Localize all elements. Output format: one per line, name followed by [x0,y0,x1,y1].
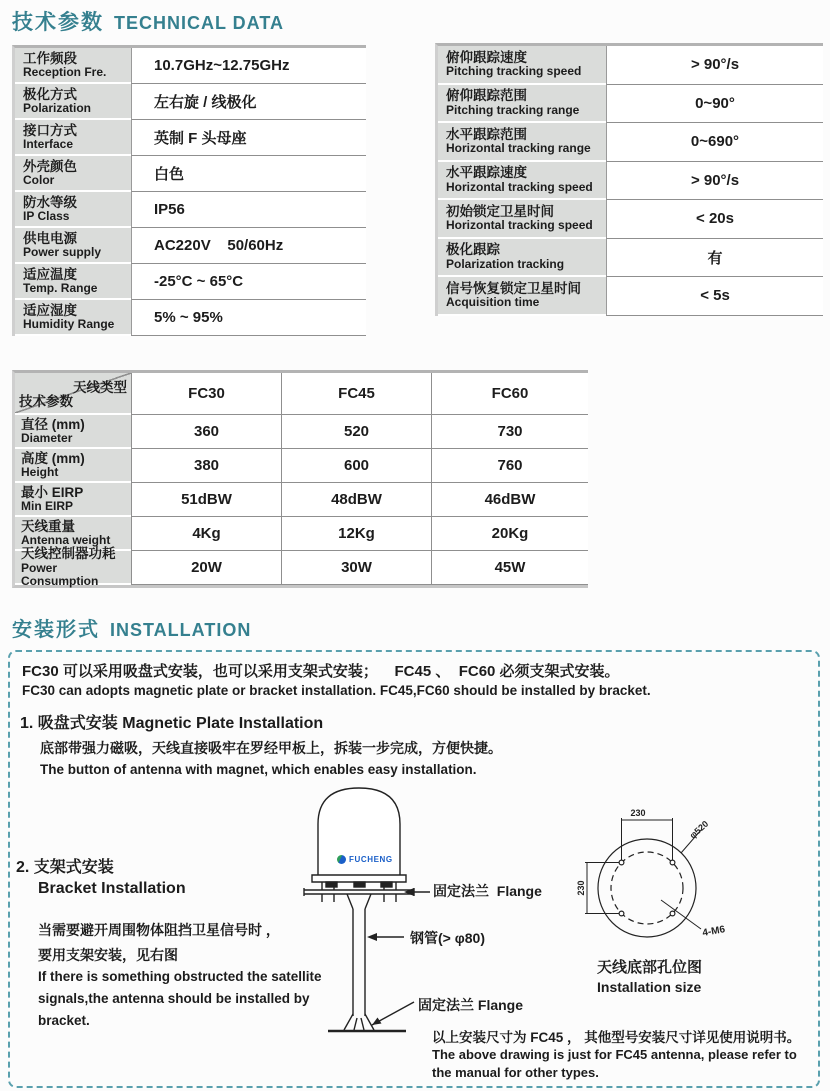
section2-body-en-1: If there is something obstructed the satellite [38,969,322,984]
table-row [438,162,823,201]
pipe-label: 钢管(> φ80) [410,930,485,946]
cell-value: 51dBW [131,483,281,517]
table-row [438,239,823,278]
table-row [15,48,366,84]
arrow-left-icon [404,888,414,896]
row-label-en: Min EIRP [21,499,74,514]
row-label-en: Power Consumption [21,560,99,588]
column-header-fc60: FC60 [431,373,588,415]
spec-value: 有 [606,239,823,278]
spec-label-cn: 信号恢复锁定卫星时间 [446,280,581,296]
table-row [15,415,588,449]
spec-label-en: Horizontal tracking speed [446,179,593,194]
page-title [12,6,284,36]
table-row [15,483,588,517]
cell-value: 600 [281,449,431,483]
outer-dia-label: φ520 [687,818,711,841]
spec-table-tracking [435,43,823,316]
spec-label-cn: 初始锁定卫星时间 [446,203,554,219]
spec-label-en: Interface [23,137,74,152]
spec-label-en: Temp. Range [23,281,98,296]
spec-label-cn: 防水等级 [23,194,77,210]
section2-title-cn: 2. 支架式安装 [16,859,114,876]
corner-label-tech-param: 技术参数 [19,394,73,409]
table-row [15,156,366,192]
spec-label-cn: 极化跟踪 [446,242,500,258]
logo-text: FUCHENG [349,855,393,864]
section2-body-cn-2: 要用支架安装，见右图 [38,947,178,963]
table-row [438,46,823,85]
table-row [15,300,366,336]
row-label-en: Height [21,465,59,480]
cell-value: 360 [131,415,281,449]
spec-label-cn: 供电电源 [23,230,77,246]
flange-top-label: 固定法兰 Flange [433,883,542,899]
spec-label-cn: 水平跟踪速度 [446,165,527,181]
model-comparison-table [12,370,588,588]
spec-value: IP56 [131,192,366,228]
table-row [438,200,823,239]
spec-value: -25°C ~ 65°C [131,264,366,300]
footnote-line2: The above drawing is just for FC45 antenna, please refer to [432,1047,797,1062]
installation-intro-cn: FC30 可以采用吸盘式安装，也可以采用支架式安装； FC45 、 FC60 必须支架式安装。 [22,663,620,680]
spec-label-en: Acquisition time [446,295,540,310]
spec-table-general [12,45,366,336]
spec-value: 左右旋 / 线极化 [131,84,366,120]
spec-label-cn: 外壳颜色 [23,158,77,174]
cell-value: 20W [131,551,281,585]
section1-title: 1. 吸盘式安装 Magnetic Plate Installation [20,715,324,732]
spec-value: 白色 [131,156,366,192]
spec-label-en: Horizontal tracking speed [446,218,593,233]
spec-label-cn: 工作频段 [23,50,77,66]
spec-label-en: Pitching tracking speed [446,64,582,79]
spec-label-en: Reception Fre. [23,65,107,80]
spec-value: > 90°/s [606,46,823,85]
spec-value: 5% ~ 95% [131,300,366,336]
spec-label-cn: 水平跟踪范围 [446,126,527,142]
cell-value: 760 [431,449,588,483]
spec-value: 0~690° [606,123,823,162]
cell-value: 4Kg [131,517,281,551]
section2-body-cn-1: 当需要避开周围物体阻挡卫星信号时 ， [38,922,280,938]
globe-icon [337,855,346,864]
hole-pattern-drawing [575,792,740,972]
spec-label-cn: 接口方式 [23,122,77,138]
spec-value: 10.7GHz~12.75GHz [131,48,366,84]
hole-caption-cn: 天线底部孔位图 [597,959,703,976]
fucheng-logo [337,855,393,864]
corner-label-antenna-type: 天线类型 [73,380,127,395]
spec-label-en: Pitching tracking range [446,102,580,117]
spec-label-en: Power supply [23,245,102,260]
section2-body-en-3: bracket. [38,1013,90,1028]
spec-label-en: IP Class [23,209,70,224]
row-label-cn: 直径 (mm) [21,416,85,432]
table-row [15,84,366,120]
table-row [15,264,366,300]
spec-label-cn: 极化方式 [23,86,77,102]
cell-value: 12Kg [281,517,431,551]
dim-left-label: 230 [576,880,586,896]
cell-value: 520 [281,415,431,449]
column-header-fc45: FC45 [281,373,431,415]
dim-top-label: 230 [630,808,646,818]
installation-heading-en: INSTALLATION [110,620,252,640]
spec-label-en: Humidity Range [23,317,115,332]
table-row [15,449,588,483]
table-row [438,85,823,124]
spec-label-cn: 适应湿度 [23,302,77,318]
section2-body-en-2: signals,the antenna should be installed by [38,991,310,1006]
spec-label-en: Polarization [23,101,92,116]
holes-label: 4-M6 [701,924,726,939]
installation-heading [12,613,251,642]
table-row [438,277,823,316]
row-label-en: Antenna weight [21,533,111,548]
table-header-row [15,373,588,415]
row-label-cn: 天线控制器功耗 [21,546,116,562]
spec-label-en: Horizontal tracking range [446,141,591,156]
spec-label-cn: 俯仰跟踪范围 [446,88,527,104]
corner-cell [15,373,131,415]
installation-heading-cn: 安装形式 [12,619,100,641]
table-row [15,192,366,228]
spec-label-cn: 俯仰跟踪速度 [446,49,527,65]
arrow-left-icon [367,933,377,941]
spec-value: 0~90° [606,85,823,124]
spec-label-en: Polarization tracking [446,256,565,271]
row-label-cn: 最小 EIRP [21,484,84,500]
page-title-en: TECHNICAL DATA [114,13,284,33]
hole-caption-en: Installation size [597,979,702,995]
cell-value: 380 [131,449,281,483]
section1-body-en: The button of antenna with magnet, which enables easy installation. [40,762,477,777]
row-label-cn: 天线重量 [21,518,75,534]
table-row [438,123,823,162]
spec-value: AC220V 50/60Hz [131,228,366,264]
cell-value: 45W [431,551,588,585]
spec-label-cn: 适应温度 [23,266,77,282]
table-row [15,546,588,588]
spec-value: < 5s [606,277,823,316]
installation-intro-en: FC30 can adopts magnetic plate or bracket installation. FC45,FC60 should be installed by bracket. [22,683,651,698]
column-header-fc30: FC30 [131,373,281,415]
cell-value: 30W [281,551,431,585]
spec-value: 英制 F 头母座 [131,120,366,156]
cell-value: 730 [431,415,588,449]
footnote-line1: 以上安装尺寸为 FC45 ， 其他型号安装尺寸详见使用说明书。 [432,1030,801,1045]
arrow-icons [367,888,414,1025]
footnote-line3: the manual for other types. [432,1065,599,1080]
spec-label-en: Color [23,173,55,188]
cell-value: 20Kg [431,517,588,551]
cell-value: 46dBW [431,483,588,517]
spec-value: < 20s [606,200,823,239]
section2-title-en: Bracket Installation [38,880,186,897]
cell-value: 48dBW [281,483,431,517]
flange-bottom-label: 固定法兰 Flange [418,997,524,1013]
table-row [15,120,366,156]
section1-body-cn: 底部带强力磁吸，天线直接吸牢在罗经甲板上，拆装一步完成，方便快捷。 [40,740,502,756]
row-label-cn: 高度 (mm) [21,450,85,466]
spec-value: > 90°/s [606,162,823,201]
table-row [15,228,366,264]
row-label-en: Diameter [21,431,73,446]
page-title-cn: 技术参数 [12,11,104,34]
